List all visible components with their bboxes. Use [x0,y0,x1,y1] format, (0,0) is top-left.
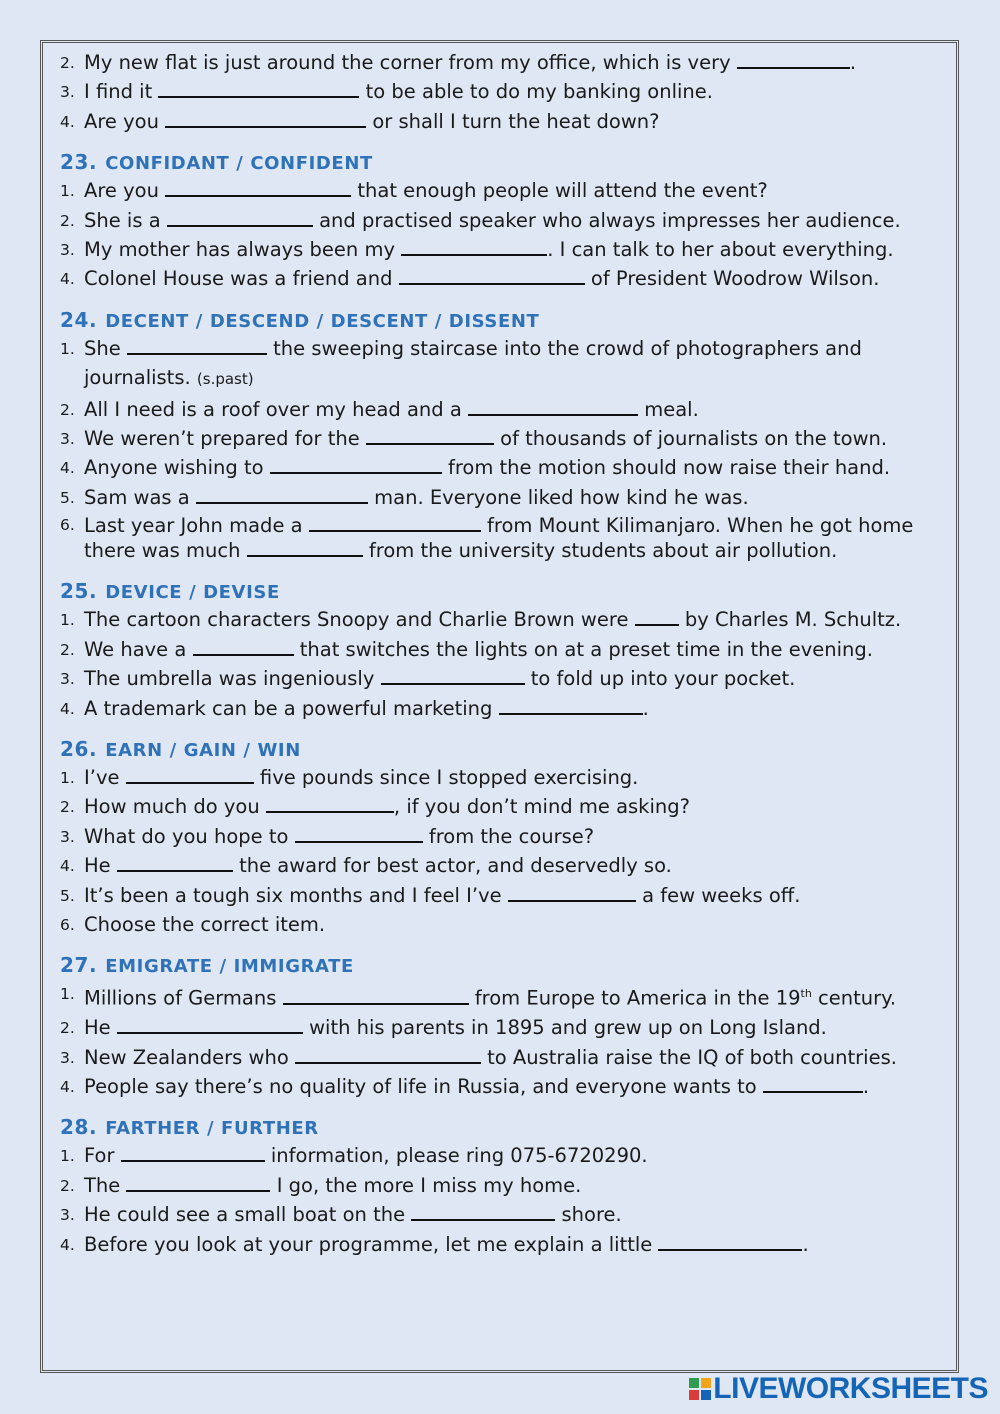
answer-blank[interactable] [247,539,363,557]
list-item: 2. All I need is a roof over my head and a meal. [60,397,699,421]
list-item: 3. What do you hope to from the course? [60,824,595,848]
answer-blank[interactable] [401,238,547,256]
answer-blank[interactable] [127,337,267,355]
answer-blank[interactable] [763,1075,863,1093]
answer-blank[interactable] [309,514,481,532]
answer-blank[interactable] [158,80,359,98]
answer-blank[interactable] [658,1233,802,1251]
answer-blank[interactable] [499,697,643,715]
list-item: 4. People say there’s no quality of life in Russia, and everyone wants to . [60,1075,870,1099]
answer-blank[interactable] [468,398,638,416]
list-item: 4. A trademark can be a powerful marketing . [60,696,649,720]
list-item: 3. My mother has always been my . I can talk to her about everything. [60,238,894,262]
list-item: 1. She the sweeping staircase into the crowd of photographers and [60,336,862,360]
answer-blank[interactable] [121,1144,265,1162]
list-item: 4. Before you look at your programme, let me explain a little . [60,1232,809,1256]
answer-blank[interactable] [126,766,254,784]
list-item: 3. New Zealanders who to Australia raise the IQ of both countries. [60,1045,897,1069]
answer-blank[interactable] [381,667,525,685]
list-item: 1. Millions of Germans from Europe to America in the 19th century. [60,985,897,1010]
list-item: 2. He with his parents in 1895 and grew up on Long Island. [60,1016,827,1040]
answer-blank[interactable] [366,427,494,445]
answer-blank[interactable] [283,987,469,1005]
list-item: 1. I’ve five pounds since I stopped exercising. [60,765,639,789]
answer-blank[interactable] [635,608,679,626]
answer-blank[interactable] [270,456,442,474]
list-item: 3. He could see a small boat on the shore. [60,1203,622,1227]
answer-blank[interactable] [508,884,636,902]
list-item: 5. It’s been a tough six months and I feel I’ve a few weeks off. [60,883,801,907]
section-heading: 28. FARTHER / FURTHER [60,1115,319,1140]
list-item: 5. Sam was a man. Everyone liked how kind he was. [60,485,749,509]
section-heading: 26. EARN / GAIN / WIN [60,736,301,761]
section-heading: 23. CONFIDANT / CONFIDENT [60,150,373,175]
list-item: 4. Colonel House was a friend and of President Woodrow Wilson. [60,267,880,291]
section-heading: 25. DEVICE / DEVISE [60,579,280,604]
list-item: 6. Choose the correct item. [60,912,326,936]
answer-blank[interactable] [165,110,366,128]
section-heading: 24. DECENT / DESCEND / DESCENT / DISSENT [60,307,540,332]
list-item: 2. She is a and practised speaker who always impresses her audience. [60,208,901,232]
list-item: 1. Are you that enough people will attend the event? [60,179,768,203]
list-item: 1. The cartoon characters Snoopy and Charlie Brown were by Charles M. Schultz. [60,608,902,632]
list-item: 2. How much do you , if you don’t mind me asking? [60,795,690,819]
section-heading: 27. EMIGRATE / IMMIGRATE [60,953,354,978]
list-item: 2. The I go, the more I miss my home. [60,1173,582,1197]
answer-blank[interactable] [266,795,394,813]
list-item: 1. For information, please ring 075-6720290. [60,1144,648,1168]
list-item: 4. He the award for best actor, and deservedly so. [60,854,672,878]
list-item: 2. We have a that switches the lights on at a preset time in the evening. [60,637,873,661]
list-item: 4. Are you or shall I turn the heat down? [60,109,660,133]
answer-blank[interactable] [117,1016,303,1034]
list-item: 3. We weren’t prepared for the of thousands of journalists on the town. [60,427,888,451]
list-item: 3. The umbrella was ingeniously to fold up into your pocket. [60,667,796,691]
liveworksheets-logo[interactable]: LIVEWORKSHEETS [689,1372,988,1406]
answer-blank[interactable] [295,1046,481,1064]
list-item: 6. Last year John made a from Mount Kilimanjaro. When he got home there was much from the university students about air pollution. [60,514,914,562]
answer-blank[interactable] [411,1203,555,1221]
list-item: 2. My new flat is just around the corner from my office, which is very . [60,51,857,74]
answer-blank[interactable] [193,638,294,656]
answer-blank[interactable] [165,179,351,197]
worksheet-content [60,48,940,1259]
answer-blank[interactable] [117,854,233,872]
answer-blank[interactable] [167,209,313,227]
list-item: 3. I find it to be able to do my banking online. [60,80,713,104]
liveworksheets-logo-icon [689,1378,711,1400]
answer-blank[interactable] [737,51,850,69]
list-item: 4. Anyone wishing to from the motion should now raise their hand. [60,456,891,480]
answer-blank[interactable] [295,825,423,843]
answer-blank[interactable] [126,1174,270,1192]
answer-blank[interactable] [196,486,368,504]
list-item-continuation: journalists. (s.past) [84,366,254,390]
answer-blank[interactable] [399,267,585,285]
